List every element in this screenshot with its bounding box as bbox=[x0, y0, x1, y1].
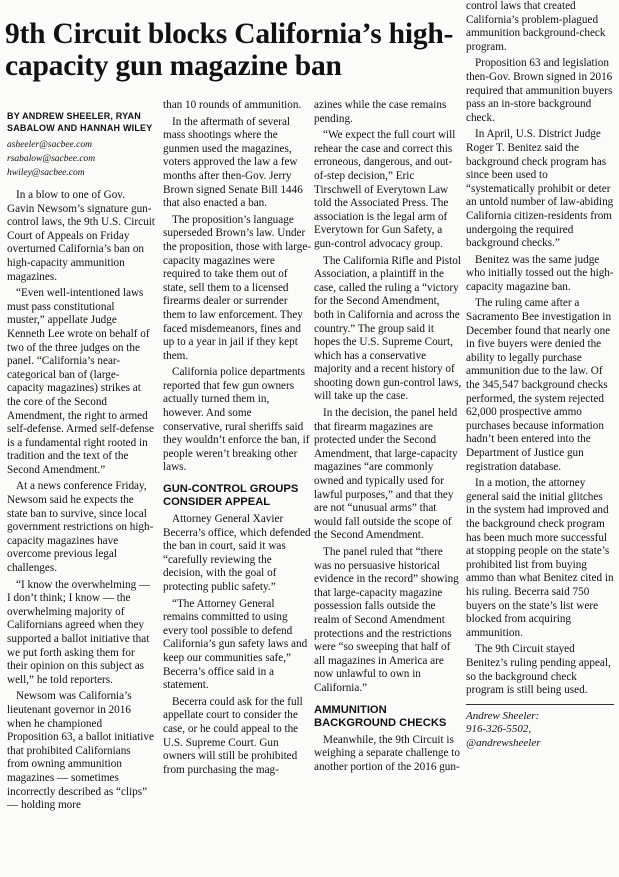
paragraph-continued: control laws that created California’s problem-plagued ammunition background-check program. bbox=[466, 0, 606, 53]
paragraph: Attorney General Xavier Becerra’s office, which defended the ban in court, said it was “carefully reviewing the decision, with the goal of protecting public safety.” bbox=[163, 513, 311, 593]
paragraph: In April, U.S. District Judge Roger T. Benitez said the background check program has since been used to “systematically prohibit or deter an untold number of law-abiding California citizen-residents from undergoing the required background checks.” bbox=[466, 128, 614, 250]
paragraph: The panel ruled that “there was no persuasive historical evidence in the record” showing that large-capacity magazine possession falls outside the realm of Second Amendment protections and the restrictions were “so sweeping that half of all magazines in America are now unlawful to own in California.” bbox=[314, 546, 459, 694]
paragraph-continued: than 10 rounds of ammunition. bbox=[163, 99, 302, 111]
headline: 9th Circuit blocks California’s high-capacity gun magazine ban bbox=[5, 18, 454, 82]
author-email[interactable]: asheeler@sacbee.com bbox=[7, 140, 92, 150]
column-1 bbox=[7, 110, 155, 816]
subhead: AMMUNITION BACKGROUND CHECKS bbox=[314, 703, 447, 729]
author-email[interactable]: rsabalow@sacbee.com bbox=[7, 154, 96, 164]
signature-handle[interactable]: @andrewsheeler bbox=[466, 736, 541, 749]
paragraph: The proposition’s language superseded Brown’s law. Under the proposition, those with large-capacity magazines were required to take them out of state, sell them to a licensed firearms dealer or surrender them to law enforcement. They faced misdemeanors, fines and up to a year in jail if they kept them. bbox=[163, 213, 312, 362]
paragraph: “We expect the full court will rehear the case and correct this erroneous, dangerous, and out-of-step decision,” Eric Tirschwell of Everytown Law told the Associated Press. The association is the legal arm of Everytown for Gun Safety, a gun-control advocacy group. bbox=[314, 129, 456, 250]
author-email[interactable]: hwiley@sacbee.com bbox=[7, 168, 85, 178]
paragraph: Meanwhile, the 9th Circuit is weighing a separate challenge to another portion of the 2016 gun- bbox=[314, 733, 460, 773]
paragraph-continued: azines while the case remains pending. bbox=[314, 99, 447, 125]
signature-phone: 916-326-5502, bbox=[466, 723, 532, 736]
paragraph: The ruling came after a Sacramento Bee investigation in December found that nearly one in five buyers were denied the ability to legally purchase ammunition due to the law. Of the 345,547 background checks performed, the system rejected 62,000 prospective ammo purchases because information hadn’t been entered into the Department of Justice gun registration database. bbox=[466, 297, 612, 473]
subhead: GUN-CONTROL GROUPS CONSIDER APPEAL bbox=[163, 483, 299, 509]
author-emails bbox=[7, 138, 155, 180]
paragraph: “Even well-intentioned laws must pass constitutional muster,” appellate Judge Kenneth Lee wrote on behalf of two of the three judges on the panel. “California’s near-categorical ban of (large-capacity magazines) strikes at the core of the Second Amendment, the right to armed self-defense. Armed self-defense is a fundamental right rooted in tradition and the text of the Second Amendment.” bbox=[7, 287, 154, 476]
author-signature bbox=[466, 704, 614, 751]
paragraph: In a blow to one of Gov. Gavin Newsom’s signature gun-control laws, the 9th U.S. Circuit Court of Appeals on Friday overturned California’s ban on high-capacity ammunition magazines. bbox=[7, 189, 155, 283]
paragraph: Benitez was the same judge who initially tossed out the high-capacity magazine ban. bbox=[466, 253, 614, 293]
paragraph: In a motion, the attorney general said the initial glitches in the system had improved and the background check program has been much more successful at stopping people on the state’s prohibited list from buying ammo than what Benitez cited in his ruling. Becerra said 750 buyers on the state’s list were blocked from acquiring ammunition. bbox=[466, 477, 614, 639]
column-2 bbox=[163, 99, 311, 780]
paragraph: The California Rifle and Pistol Association, a plaintiff in the case, called the ruling a “victory for the Second Amendment, both in California and across the country.” The group said it hopes the U.S. Supreme Court, which has a conservative majority and a recent history of shooting down gun-control laws, will take up the case. bbox=[314, 254, 462, 403]
paragraph: Proposition 63 and legislation then-Gov. Brown signed in 2016 required that ammunition buyers pass an in-store background check. bbox=[466, 57, 613, 124]
paragraph: “I know the overwhelming — I don’t think; I know — the overwhelming majority of Californians agreed when they supported a ballot initiative that we put forth asking them for their opinion on this subject as well,” he told reporters. bbox=[7, 578, 151, 686]
paragraph: “The Attorney General remains committed to using every tool possible to defend California’s gun safety laws and keep our communities safe,” Becerra’s office said in a statement. bbox=[163, 597, 308, 692]
paragraph: At a news conference Friday, Newsom said he expects the state ban to survive, since local government restrictions on high-capacity magazines have overcome previous legal challenges. bbox=[7, 480, 154, 575]
paragraph: Becerra could ask for the full appellate court to consider the case, or he could appeal to the U.S. Supreme Court. Gun owners will still be prohibited from purchasing the mag- bbox=[163, 695, 303, 776]
paragraph: The 9th Circuit stayed Benitez’s ruling pending appeal, so the background check program is still being used. bbox=[466, 643, 611, 697]
paragraph: California police departments reported that few gun owners actually turned them in, however. And some conservative, rural sheriffs said they wouldn’t enforce the ban, if people weren’t breaking other laws. bbox=[163, 366, 310, 474]
column-4 bbox=[466, 0, 614, 750]
paragraph: Newsom was California’s lieutenant governor in 2016 when he championed Proposition 63, a ballot initiative that prohibited Californians from owning ammunition magazines — sometimes incorrectly described as “clips” — holding more bbox=[7, 690, 154, 812]
signature-name: Andrew Sheeler: bbox=[466, 709, 540, 722]
paragraph: In the aftermath of several mass shootings where the gunmen used the magazines, voters approved the law a few months after then-Gov. Jerry Brown signed Senate Bill 1446 that also enacted a ban. bbox=[163, 115, 303, 210]
byline: BY ANDREW SHEELER, RYAN SABALOW AND HANNAH WILEY bbox=[7, 111, 153, 133]
column-3 bbox=[314, 99, 462, 777]
paragraph: In the decision, the panel held that firearm magazines are protected under the Second Amendment, that large-capacity magazines “are commonly owned and typically used for lawful purposes,” and that they are not “unusual arms” that would fall outside the scope of the Second Amendment. bbox=[314, 407, 458, 542]
